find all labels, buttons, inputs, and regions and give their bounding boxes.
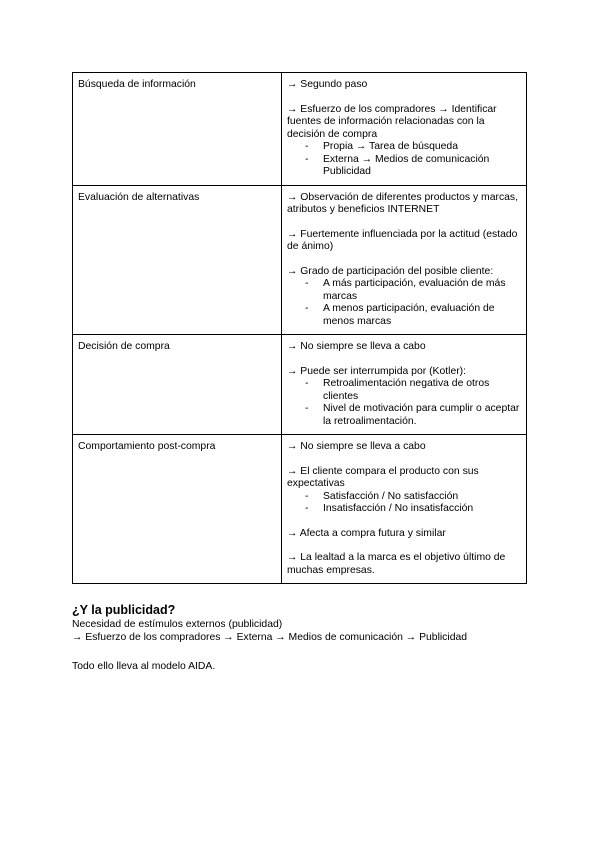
detail-block [287, 341, 521, 354]
list-item: - Nivel de motivación para cumplir o aceptar la retroalimentación. [305, 403, 521, 428]
table-row [73, 335, 527, 435]
detail-text: → No siempre se lleva a cabo [287, 441, 426, 452]
detail-block [287, 466, 521, 516]
list-item: - Externa → Medios de comunicación Publicidad [305, 154, 521, 179]
list-item: - A más participación, evaluación de más marcas [305, 278, 521, 303]
section-line-1: Necesidad de estímulos externos (publicidad) [72, 619, 283, 630]
detail-sublist [287, 491, 521, 516]
detail-text: → Puede ser interrumpida por (Kotler): [287, 365, 467, 377]
detail-text: → Fuertemente influenciada por la actitud (estado de ánimo) [287, 228, 518, 252]
stages-table [72, 72, 527, 584]
detail-block [287, 266, 521, 329]
detail-text: → No siempre se lleva a cabo [287, 341, 426, 352]
detail-text: → Esfuerzo de los compradores → Identificar fuentes de información relacionadas con la decisión de compra [287, 103, 497, 140]
stages-table-body [73, 73, 527, 584]
stage-label: Decisión de compra [73, 335, 282, 435]
stage-label: Comportamiento post-compra [73, 435, 282, 584]
list-item: - Propia → Tarea de búsqueda [305, 141, 521, 154]
detail-block [287, 229, 521, 254]
detail-text: → Segundo paso [287, 79, 368, 90]
section-heading: ¿Y la publicidad? [72, 603, 176, 617]
detail-text: → Afecta a compra futura y similar [287, 527, 446, 539]
table-row [73, 73, 527, 186]
section-line-2: → Esfuerzo de los compradores → Externa → Medios de comunicación → Publicidad [72, 632, 468, 643]
list-item: - Satisfacción / No satisfacción [305, 491, 521, 504]
stage-details [282, 335, 527, 435]
detail-sublist [287, 141, 521, 179]
stage-details [282, 73, 527, 186]
section-line-3: Todo ello lleva al modelo AIDA. [72, 661, 216, 672]
detail-text: → El cliente compara el producto con sus expectativas [287, 465, 479, 489]
detail-block [287, 366, 521, 429]
table-row [73, 185, 527, 335]
detail-block [287, 192, 521, 217]
stage-label: Evaluación de alternativas [73, 185, 282, 335]
detail-block [287, 552, 521, 577]
detail-text: → La lealtad a la marca es el objetivo último de muchas empresas. [287, 552, 506, 576]
detail-block [287, 104, 521, 179]
detail-sublist [287, 378, 521, 428]
list-item: - Insatisfacción / No insatisfacción [305, 503, 521, 516]
advertising-section [72, 604, 532, 673]
detail-block [287, 528, 521, 541]
stage-details [282, 185, 527, 335]
detail-block [287, 79, 521, 92]
detail-text: → Grado de participación del posible cliente: [287, 265, 494, 277]
stage-details [282, 435, 527, 584]
stage-label: Búsqueda de información [73, 73, 282, 186]
detail-block [287, 441, 521, 454]
detail-sublist [287, 278, 521, 328]
list-item: - Retroalimentación negativa de otros clientes [305, 378, 521, 403]
detail-text: → Observación de diferentes productos y marcas, atributos y beneficios INTERNET [287, 191, 519, 215]
list-item: - A menos participación, evaluación de menos marcas [305, 303, 521, 328]
table-row [73, 435, 527, 584]
